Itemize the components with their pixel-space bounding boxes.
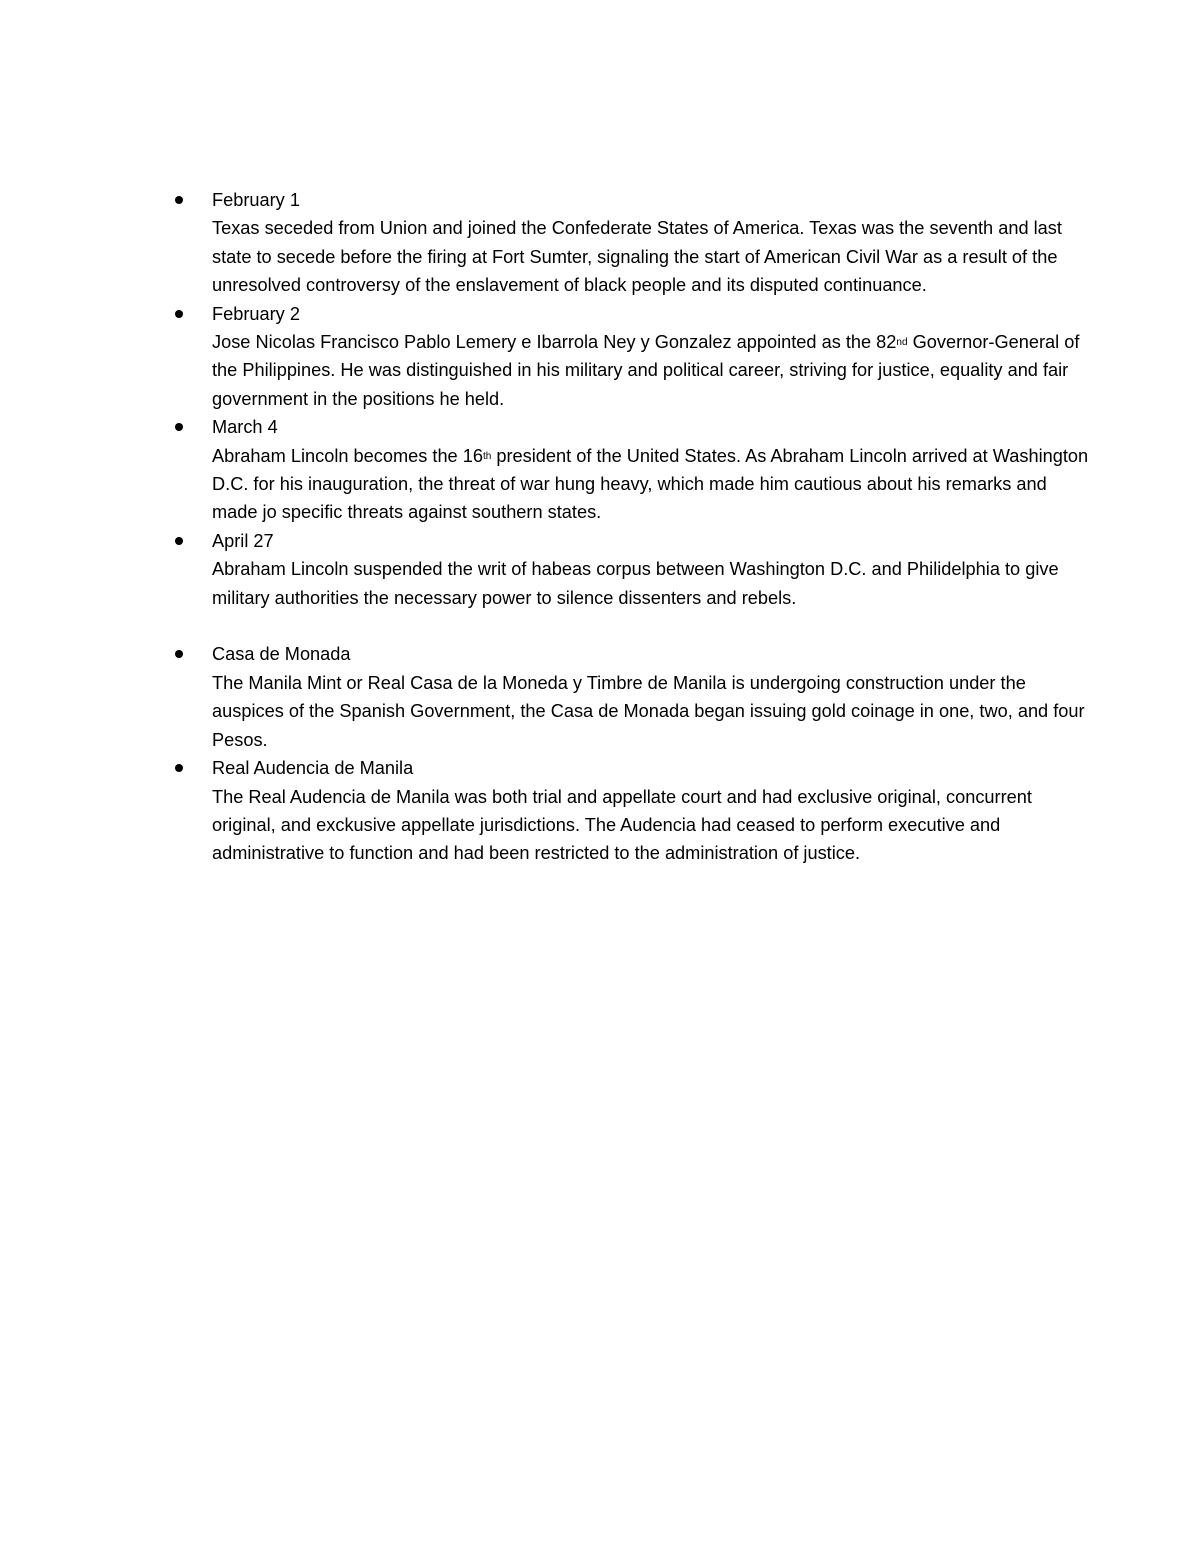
entry-title: March 4: [212, 417, 278, 438]
list-item-casa-de-monada: [212, 640, 1092, 754]
entry-body-text: Jose Nicolas Francisco Pablo Lemery e Ibarrola Ney y Gonzalez appointed as the 82: [212, 332, 897, 353]
entry-body: Texas seceded from Union and joined the Confederate States of America. Texas was the seventh and last state to secede before the firing at Fort Sumter, signaling the start of American Civil War as a result of the unresolved controversy of the enslavement of black people and its disputed continuance.: [212, 218, 1062, 296]
entry-title: February 1: [212, 190, 300, 210]
entry-title: April 27: [212, 530, 274, 551]
entry-title: February 2: [212, 303, 300, 324]
blank-line: [212, 612, 1092, 640]
entry-body-text: president of the United States. As Abraham Lincoln arrived at Washington D.C. for his inauguration, the threat of war hung heavy, which made him cautious about his remarks and made jo specific threats against southern states.: [212, 445, 1089, 523]
entry-body: Abraham Lincoln suspended the writ of habeas corpus between Washington D.C. and Philidelphia to give military authorities the necessary power to silence dissenters and rebels.: [212, 559, 1059, 608]
entry-body: [212, 442, 1092, 527]
bullet-icon: [175, 310, 183, 318]
list-item-february-1: [212, 186, 1092, 300]
bullet-icon: [175, 423, 183, 431]
bullet-icon: [175, 196, 183, 204]
entry-title: Real Audencia de Manila: [212, 758, 414, 779]
bullet-icon: [175, 537, 183, 545]
entry-body: The Real Audencia de Manila was both trial and appellate court and had exclusive original, concurrent original, and exckusive appellate jurisdictions. The Audencia had ceased to perform executive and administrative to function and had been restricted to the administration of justice.: [212, 786, 1032, 864]
list-item-march-4: [212, 413, 1092, 527]
entry-body-text: Abraham Lincoln becomes the 16: [212, 445, 483, 466]
ordinal-suffix: th: [482, 450, 492, 462]
bullet-icon: [175, 650, 183, 658]
bullet-icon: [175, 764, 183, 772]
list-item-february-2: [212, 300, 1092, 414]
entry-body-text: Governor-General of the Philippines. He was distinguished in his military and political career, striving for justice, equality and fair government in the positions he held.: [212, 332, 1080, 409]
ordinal-suffix: nd: [896, 337, 908, 349]
entry-body: [212, 328, 1092, 413]
entry-body: The Manila Mint or Real Casa de la Moneda y Timbre de Manila is undergoing construction under the auspices of the Spanish Government, the Casa de Monada began issuing gold coinage in one, two, and four Pesos.: [212, 672, 1085, 750]
list-item-real-audencia: [212, 754, 1092, 868]
entry-title: Casa de Monada: [212, 644, 351, 665]
timeline-list: [212, 186, 1092, 868]
list-item-april-27: [212, 527, 1092, 612]
